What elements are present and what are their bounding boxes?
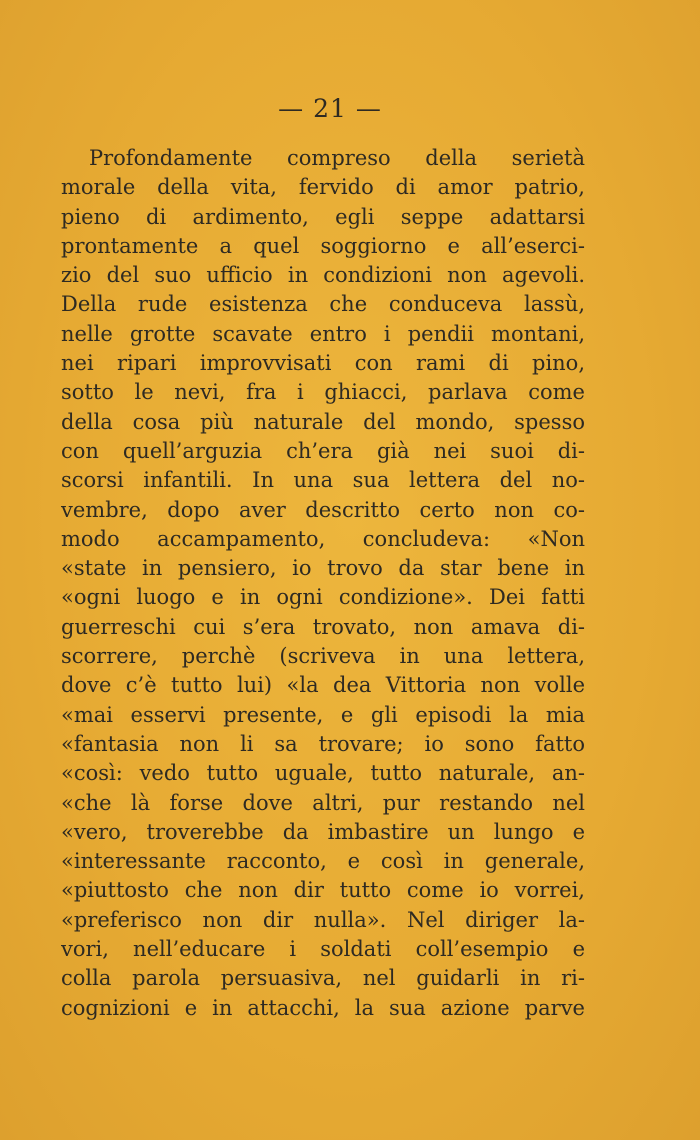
text-line: colla parola persuasiva, nel guidarli in ri-: [61, 966, 585, 991]
text-line: Della rude esistenza che conduceva lassù,: [61, 292, 585, 317]
text-line: scorrere, perchè (scriveva in una lettera,: [61, 644, 585, 669]
body-text: [61, 144, 585, 1023]
text-line: vori, nell’educare i soldati coll’esempio e: [61, 937, 585, 962]
text-line: cognizioni e in attacchi, la sua azione parve: [61, 995, 585, 1020]
text-line: pieno di ardimento, egli seppe adattarsi: [61, 204, 585, 229]
text-line: con quell’arguzia ch’era già nei suoi di-: [61, 438, 585, 463]
text-line: nei ripari improvvisati con rami di pino,: [61, 351, 585, 376]
text-line: sotto le nevi, fra i ghiacci, parlava come: [61, 380, 585, 405]
text-line: «così: vedo tutto uguale, tutto naturale, an-: [61, 761, 585, 786]
text-line: «piuttosto che non dir tutto come io vorrei,: [61, 878, 585, 903]
text-line: morale della vita, fervido di amor patrio,: [61, 175, 585, 200]
text-line: guerreschi cui s’era trovato, non amava di-: [61, 614, 585, 639]
text-line: vembre, dopo aver descritto certo non co-: [61, 497, 585, 522]
text-line: «che là forse dove altri, pur restando nel: [61, 790, 585, 815]
text-line: Profondamente compreso della serietà: [89, 146, 585, 170]
text-line: «fantasia non li sa trovare; io sono fatto: [61, 731, 585, 756]
page-number: — 21 —: [278, 94, 382, 123]
text-line: «vero, troverebbe da imbastire un lungo e: [61, 819, 585, 844]
text-line: «mai esservi presente, e gli episodi la mia: [61, 702, 585, 727]
text-line: zio del suo ufficio in condizioni non agevoli.: [61, 263, 585, 288]
text-line: nelle grotte scavate entro i pendii montani,: [61, 321, 585, 346]
text-line: prontamente a quel soggiorno e all’eserci-: [61, 233, 585, 258]
text-line: «interessante racconto, e così in generale,: [61, 849, 585, 874]
text-line: modo accampamento, concludeva: «Non: [61, 526, 585, 551]
text-line: della cosa più naturale del mondo, spesso: [61, 409, 585, 434]
text-line: «preferisco non dir nulla». Nel diriger la-: [61, 907, 585, 932]
text-line: scorsi infantili. In una sua lettera del no-: [61, 468, 585, 493]
text-line: dove c’è tutto lui) «la dea Vittoria non volle: [61, 673, 585, 698]
text-line: «ogni luogo e in ogni condizione». Dei fatti: [61, 585, 585, 610]
text-line: «state in pensiero, io trovo da star bene in: [61, 556, 585, 581]
